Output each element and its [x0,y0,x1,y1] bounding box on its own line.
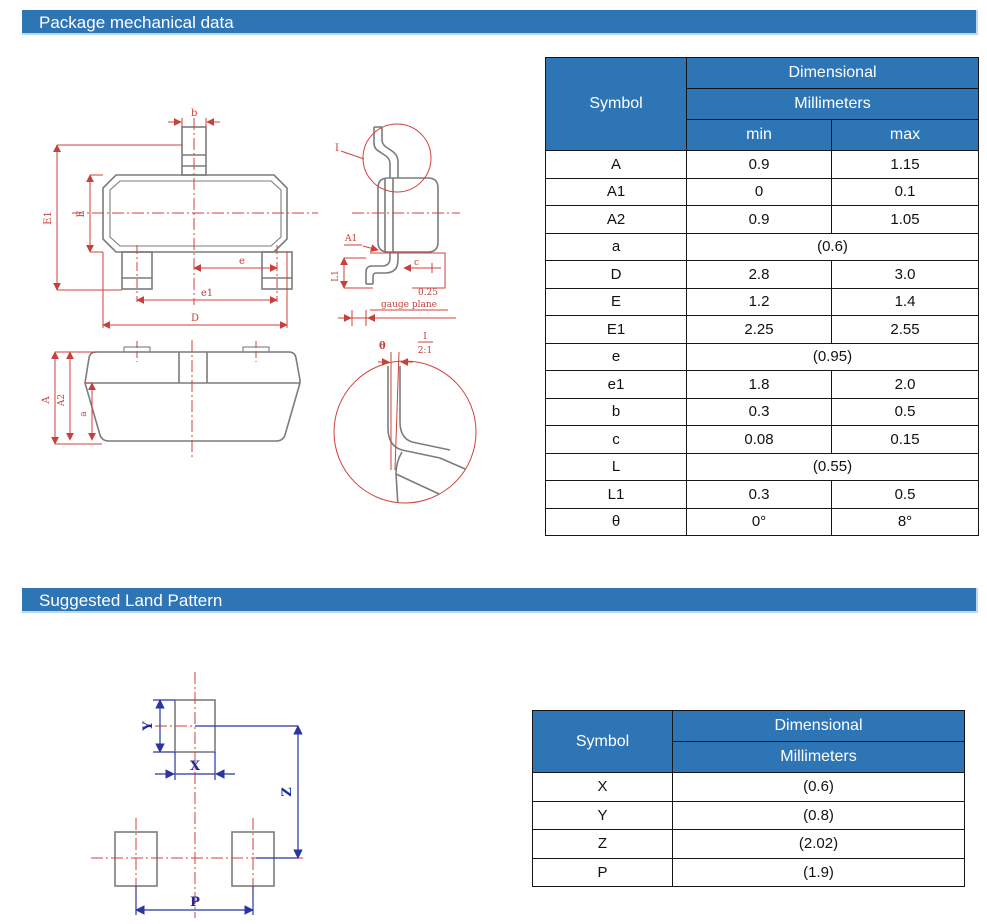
col-header-millimeters: Millimeters [673,742,965,773]
table-row [546,343,979,371]
min-cell: 0.9 [687,151,832,179]
dim-label-Z: Z [280,787,295,797]
dim-label-P: P [190,895,200,910]
symbol-cell: P [533,858,673,887]
dim-label-b: b [191,108,198,119]
dim-label-Y: Y [141,721,156,731]
symbol-cell: A [546,151,687,179]
value-cell: (0.6) [673,773,965,802]
symbol-cell: e1 [546,371,687,399]
dim-label-E: E [76,210,87,218]
table-row [546,151,979,179]
col-header-symbol: Symbol [546,58,687,151]
table-row [546,233,979,261]
lead-detail-view [334,332,476,506]
symbol-cell: b [546,398,687,426]
symbol-cell: c [546,426,687,454]
symbol-cell: L [546,453,687,481]
max-cell: 3.0 [832,261,979,289]
dim-label-A2: A2 [57,393,67,407]
detail-scale-ref: I [423,332,427,342]
table-row [546,453,979,481]
detail-scale-value: 2:1 [417,346,433,356]
package-dimensions-table [545,57,979,536]
dim-label-theta: θ [379,341,386,352]
col-header-dimensional: Dimensional [673,711,965,742]
table-row [533,801,965,830]
max-cell: 0.15 [832,426,979,454]
value-cell: (0.95) [687,343,979,371]
min-cell: 0.3 [687,481,832,509]
symbol-cell: Z [533,830,673,859]
col-header-millimeters: Millimeters [687,89,979,120]
symbol-cell: a [546,233,687,261]
symbol-cell: e [546,343,687,371]
symbol-cell: A2 [546,206,687,234]
col-header-symbol: Symbol [533,711,673,773]
max-cell: 1.15 [832,151,979,179]
table-row [546,316,979,344]
value-cell: (2.02) [673,830,965,859]
max-cell: 1.4 [832,288,979,316]
dim-label-e1: e1 [200,288,214,299]
top-view-body [103,127,292,289]
top-view-dimensions [57,118,318,328]
symbol-cell: X [533,773,673,802]
symbol-cell: E1 [546,316,687,344]
land-pattern-table [532,710,965,887]
gauge-plane-label: gauge plane [381,300,437,310]
table-row [546,288,979,316]
table-row [546,261,979,289]
table-row [533,773,965,802]
dim-label-e: e [239,256,245,267]
package-mechanical-drawing [30,55,540,570]
min-cell: 1.2 [687,288,832,316]
table-row [533,858,965,887]
section-header-package-mechanical-data: Package mechanical data [22,10,978,35]
table-row [546,426,979,454]
value-cell: (1.9) [673,858,965,887]
symbol-cell: D [546,261,687,289]
table-row [546,371,979,399]
dim-label-D: D [190,313,200,324]
dim-label-A1: A1 [345,234,358,244]
symbol-cell: θ [546,508,687,536]
dim-label-X: X [189,759,201,774]
side-view-dimensions [338,124,460,326]
table-row [546,206,979,234]
max-cell: 2.55 [832,316,979,344]
dim-label-a: a [79,411,89,417]
min-cell: 0 [687,178,832,206]
gauge-offset-label: 0.25 [417,288,439,298]
land-pattern-drawing [58,660,348,924]
min-cell: 0.3 [687,398,832,426]
table-row [546,508,979,536]
detail-callout-label: I [335,143,339,154]
symbol-cell: Y [533,801,673,830]
section-header-suggested-land-pattern: Suggested Land Pattern [22,588,978,613]
min-cell: 0.9 [687,206,832,234]
table-row [546,178,979,206]
max-cell: 0.1 [832,178,979,206]
table-row [546,398,979,426]
col-header-max: max [832,120,979,151]
dim-label-E1: E1 [43,211,54,225]
side-view-body [366,127,438,284]
dim-label-A: A [41,396,52,404]
col-header-dimensional: Dimensional [687,58,979,89]
min-cell: 2.8 [687,261,832,289]
min-cell: 2.25 [687,316,832,344]
symbol-cell: A1 [546,178,687,206]
col-header-min: min [687,120,832,151]
max-cell: 1.05 [832,206,979,234]
symbol-cell: E [546,288,687,316]
value-cell: (0.8) [673,801,965,830]
dim-label-c: c [414,258,420,268]
value-cell: (0.6) [687,233,979,261]
land-centerlines [91,672,305,918]
table-row [546,481,979,509]
value-cell: (0.55) [687,453,979,481]
max-cell: 2.0 [832,371,979,399]
min-cell: 0° [687,508,832,536]
symbol-cell: L1 [546,481,687,509]
max-cell: 0.5 [832,398,979,426]
min-cell: 0.08 [687,426,832,454]
max-cell: 0.5 [832,481,979,509]
max-cell: 8° [832,508,979,536]
min-cell: 1.8 [687,371,832,399]
table-row [533,830,965,859]
dim-label-L1: L1 [331,270,341,282]
